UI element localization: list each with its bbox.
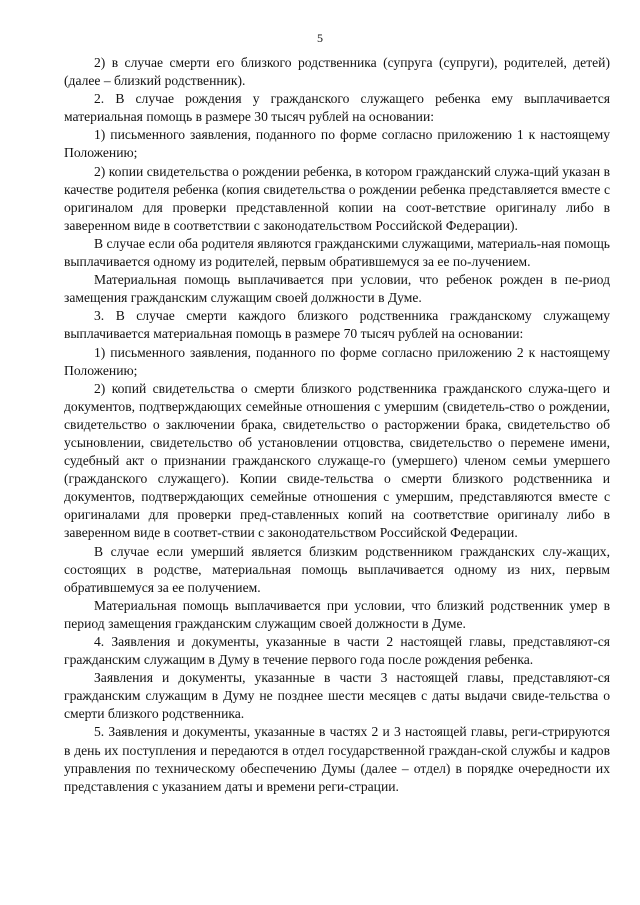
paragraph-3: 1) письменного заявления, поданного по форме согласно приложению 1 к настоящему Положению;: [64, 127, 610, 161]
paragraph-11: Материальная помощь выплачивается при условии, что близкий родственник умер в период замещения гражданским служащим своей должности в Думе.: [64, 597, 610, 631]
document-body: [64, 54, 610, 796]
paragraph-14: 5. Заявления и документы, указанные в частях 2 и 3 настоящей главы, реги-стрируются в день их поступления и передаются в отдел государственной граждан-ской службы и кадров управления по техническому обеспечению Думы (далее – отдел) в порядке очередности их представления с указанием даты и времени реги-страции.: [64, 724, 610, 794]
paragraph-2: 2. В случае рождения у гражданского служащего ребенка ему выплачивается материальная помощь в размере 30 тысяч рублей на основании:: [64, 91, 610, 125]
paragraph-10: В случае если умерший является близким родственником гражданских слу-жащих, состоящих в родстве, материальная помощь выплачивается одному из них, первым обратившемуся за ее получением.: [64, 543, 610, 595]
paragraph-13: Заявления и документы, указанные в части 3 настоящей главы, представляют-ся гражданским служащим в Думу не позднее шести месяцев с даты выдачи свиде-тельства о смерти близкого родственника.: [64, 670, 610, 722]
paragraph-4: 2) копии свидетельства о рождении ребенка, в котором гражданский служа-щий указан в качестве родителя ребенка (копия свидетельства о рождении ребенка представляется вместе с оригиналом для проверки представленной копии на соот-ветствие оригиналу либо в заверенном виде в соответствии с законодательством Российской Федерации).: [64, 163, 610, 233]
paragraph-6: Материальная помощь выплачивается при условии, что ребенок рожден в пе-риод замещения гражданским служащим своей должности в Думе.: [64, 272, 610, 306]
paragraph-9: 2) копий свидетельства о смерти близкого родственника гражданского служа-щего и документов, подтверждающих семейные отношения с умершим (свидетель-ство о рождении, свидетельство о заключении брака, свидетельство о расторжении брака, свидетельство об усыновлении, свидетельство об установлении отцовства, свидетельство о перемене имени, судебный акт о признании гражданского служаще-го (умершего) членом семьи умершего (гражданского служащего). Копии свиде-тельства о смерти близкого родственника и документов, подтверждающих семейные отношения с умершим, представляются вместе с оригиналами для проверки пред-ставленных копий на соответствие оригиналу либо в заверенном виде в соответ-ствии с законодательством Российской Федерации.: [64, 380, 610, 541]
page-number: 5: [317, 31, 323, 45]
paragraph-8: 1) письменного заявления, поданного по форме согласно приложению 2 к настоящему Положению;: [64, 344, 610, 378]
paragraph-7: 3. В случае смерти каждого близкого родственника гражданскому служащему выплачивается материальная помощь в размере 70 тысяч рублей на основании:: [64, 308, 610, 342]
paragraph-5: В случае если оба родителя являются гражданскими служащими, материаль-ная помощь выплачивается одному из родителей, первым обратившемуся за ее по-лучением.: [64, 235, 610, 270]
paragraph-12: 4. Заявления и документы, указанные в части 2 настоящей главы, представляют-ся гражданским служащим в Думу в течение первого года после рождения ребенка.: [64, 634, 610, 668]
paragraph-1: 2) в случае смерти его близкого родственника (супруга (супруги), родителей, детей) (далее – близкий родственник).: [64, 55, 610, 89]
